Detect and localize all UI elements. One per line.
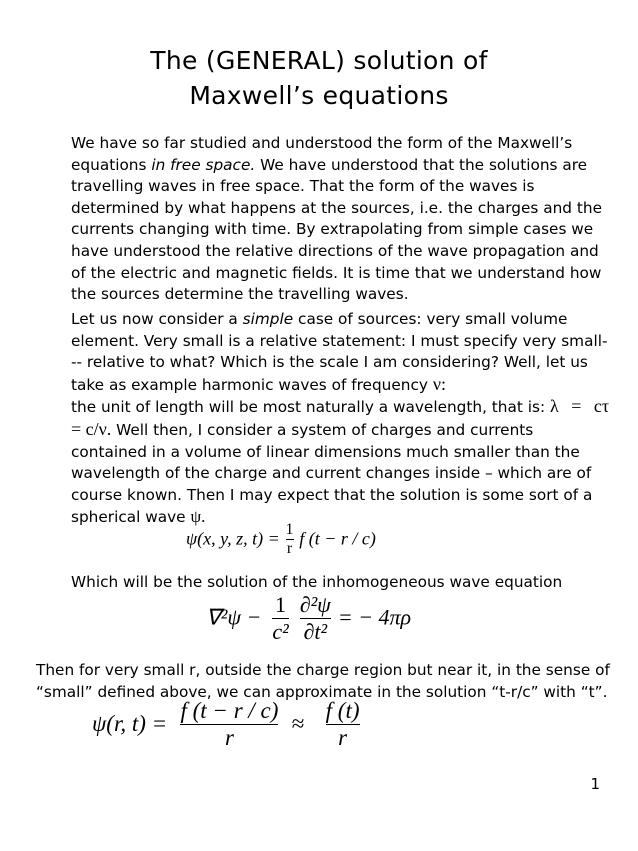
eq3-denominator-1: r [224, 725, 234, 750]
eq1-numerator: 1 [285, 521, 294, 538]
eq3-approx-sign: ≈ [291, 711, 305, 736]
nu-symbol: ν: [432, 373, 446, 394]
eq2-numerator-1: 1 [275, 592, 287, 617]
title-line-1: The (GENERAL) solution of [150, 46, 488, 75]
eq3-lhs: ψ(r, t) = [92, 711, 168, 736]
page-number: 1 [590, 775, 600, 793]
title-line-2: Maxwell’s equations [189, 81, 449, 110]
eq2-lhs: ∇²ψ − [206, 604, 262, 630]
eq2-rhs: = − 4πρ [337, 604, 412, 630]
sources-text-1: Let us now consider a [71, 310, 243, 328]
paragraph-sources [71, 309, 611, 529]
eq2-fraction-2 [300, 592, 331, 645]
paragraph-approximation: Then for very small r, outside the charge region but near it, in the sense of “small” defined above, we can approximate in the solution “t-r/c” with “t”. [36, 661, 610, 701]
eq1-lhs: ψ(x, y, z, t) = [186, 528, 280, 549]
eq3-fraction-1 [180, 698, 278, 751]
paragraph-wave-equation: Which will be the solution of the inhomogeneous wave equation [71, 573, 563, 591]
equation-approximation [92, 698, 360, 751]
lambda-equation-cont: = c/ν. [71, 418, 112, 439]
equation-inhomogeneous-wave [206, 592, 411, 645]
lambda-equation: λ = cτ [549, 396, 610, 417]
sources-text-2: case of sources: very small volume element. Very small is a relative statement: I must specify very small--- relative to what? Which is the scale I am considering? Well, let us take as example harmonic waves of frequency [71, 310, 608, 394]
intro-text-2: We have understood that the solutions are travelling waves in free space. That the form of the waves is determined by what happens at the sources, i.e. the charges and the currents changing with time. By extrapolating from simple cases we have understood the relative directions of the wave propagation and of the electric and magnetic fields. It is time that we understand how the sources determine the travelling waves. [71, 155, 602, 304]
sources-emphasis: simple [242, 310, 294, 328]
eq1-rhs: f (t − r / c) [299, 528, 376, 549]
eq2-denominator-1: c² [272, 619, 289, 644]
sources-unit-text: the unit of length will be most naturally a wavelength, that is: [71, 398, 546, 417]
psi-symbol: ψ. [190, 507, 206, 527]
eq1-denominator: r [286, 540, 293, 557]
eq3-numerator-1: f (t − r / c) [180, 698, 279, 723]
eq1-fraction [286, 521, 294, 558]
eq2-numerator-2: ∂²ψ [299, 592, 331, 617]
eq3-fraction-2 [326, 698, 360, 751]
sources-text-3: Well then, I consider a system of charges and currents contained in a volume of linear dimensions much smaller than the wavelength of the charge and current changes inside – which are of course known. Then I may expect that the solution is some sort of a spherical wave [71, 420, 593, 527]
intro-text-1: We have so far studied and understood the form of the Maxwell’s equations [71, 134, 573, 174]
eq2-fraction-1 [272, 592, 288, 645]
equation-spherical-wave [186, 521, 376, 558]
eq3-denominator-2: r [338, 725, 348, 750]
intro-emphasis: in free space. [151, 155, 256, 174]
eq3-numerator-2: f (t) [325, 698, 360, 723]
paragraph-intro [71, 133, 611, 306]
eq2-denominator-2: ∂t² [303, 619, 328, 644]
